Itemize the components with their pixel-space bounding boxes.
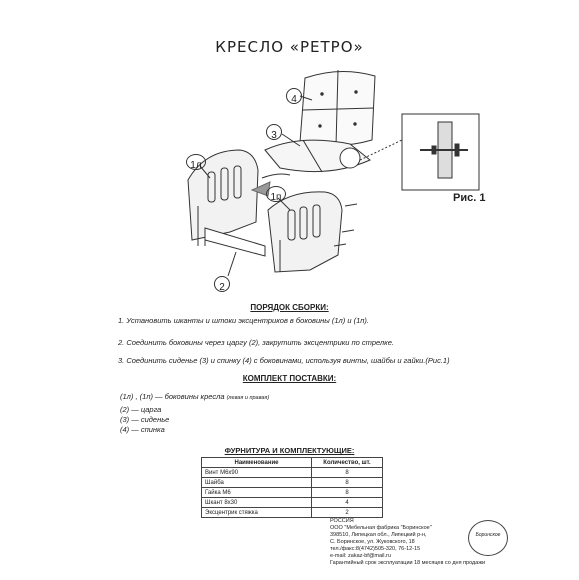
callout-rail xyxy=(214,276,230,292)
callout-right-side-label: 1п xyxy=(270,192,282,203)
item-name: Шкант 8х30 xyxy=(202,498,312,508)
table-header-row xyxy=(202,458,383,468)
callout-right-side xyxy=(266,186,286,202)
item-name: Шайба xyxy=(202,478,312,488)
item-quantity: 4 xyxy=(312,498,383,508)
manufacturer-line: С. Боринское, ул. Жуковского, 18 xyxy=(330,539,415,545)
callout-left-side-label: 1л xyxy=(190,160,202,171)
kit-item xyxy=(120,415,169,424)
kit-item xyxy=(120,405,161,414)
kit-item-mark: (1л) , (1п) xyxy=(120,392,153,401)
assembly-step: 3. Соединить сиденье (3) и спинку (4) с боковинами, используя винты, шайбы и гайки.(Рис.1) xyxy=(118,356,450,365)
callout-rail-label: 2 xyxy=(219,282,225,293)
manufacturer-line: тел./факс:8(4742)505-320, 76-12-15 xyxy=(330,546,421,552)
column-header-name: Наименование xyxy=(202,458,312,468)
kit-item-text: — спинка xyxy=(131,425,165,434)
kit-item-text: — сиденье xyxy=(131,415,170,424)
manufacturer-line: Гарантийный срок эксплуатации 18 месяцев со дня продажи xyxy=(330,560,486,566)
item-quantity: 2 xyxy=(312,508,383,518)
callout-left-side xyxy=(186,154,206,170)
assembly-step: 2. Соединить боковины через царгу (2), закрутить эксцентрики по стрелке. xyxy=(118,338,394,347)
table-row xyxy=(202,488,383,498)
item-quantity: 8 xyxy=(312,468,383,478)
kit-item-text: — боковины кресла xyxy=(155,392,225,401)
manufacturer-info xyxy=(330,518,485,567)
manufacturer-line: ООО "Мебельная фабрика "Боринское" xyxy=(330,525,432,531)
document-title: КРЕСЛО «РЕТРО» xyxy=(215,38,364,56)
assembly-order-title: ПОРЯДОК СБОРКИ: xyxy=(250,303,329,312)
kit-item xyxy=(120,392,269,401)
kit-item-text: — царга xyxy=(131,405,162,414)
item-quantity: 8 xyxy=(312,478,383,488)
delivery-kit-title: КОМПЛЕКТ ПОСТАВКИ: xyxy=(242,374,337,383)
column-header-quantity: Количество, шт. xyxy=(312,458,383,468)
table-row xyxy=(202,508,383,518)
item-name: Винт М6х90 xyxy=(202,468,312,478)
kit-item-mark: (2) xyxy=(120,405,130,414)
hardware-table xyxy=(201,457,383,518)
table-row xyxy=(202,468,383,478)
manufacturer-line: e-mail: zakaz-bf@mail.ru xyxy=(330,553,391,559)
callout-backrest xyxy=(286,88,302,104)
assembly-step: 1. Установить шканты и штоки эксцентриков в боковины (1л) и (1п). xyxy=(118,316,369,325)
kit-item xyxy=(120,425,165,434)
manufacturer-line: 398510, Липецкая обл., Липецкий р-н, xyxy=(330,532,427,538)
stamp-text: Боринское xyxy=(475,532,501,538)
kit-item-mark: (3) xyxy=(120,415,130,424)
manufacturer-line: РОССИЯ xyxy=(330,518,354,524)
table-row xyxy=(202,478,383,488)
kit-item-mark: (4) xyxy=(120,425,130,434)
item-quantity: 8 xyxy=(312,488,383,498)
item-name: Эксцентрик стяжка xyxy=(202,508,312,518)
figure-label: Рис. 1 xyxy=(453,192,486,204)
table-row xyxy=(202,498,383,508)
callout-seat xyxy=(266,124,282,140)
item-name: Гайка М6 xyxy=(202,488,312,498)
hardware-title: ФУРНИТУРА И КОМПЛЕКТУЮЩИЕ: xyxy=(224,446,355,455)
callout-backrest-label: 4 xyxy=(291,94,297,105)
factory-stamp-logo xyxy=(468,520,508,556)
callout-seat-label: 3 xyxy=(271,130,277,141)
kit-item-note: (левая и правая) xyxy=(226,395,270,401)
